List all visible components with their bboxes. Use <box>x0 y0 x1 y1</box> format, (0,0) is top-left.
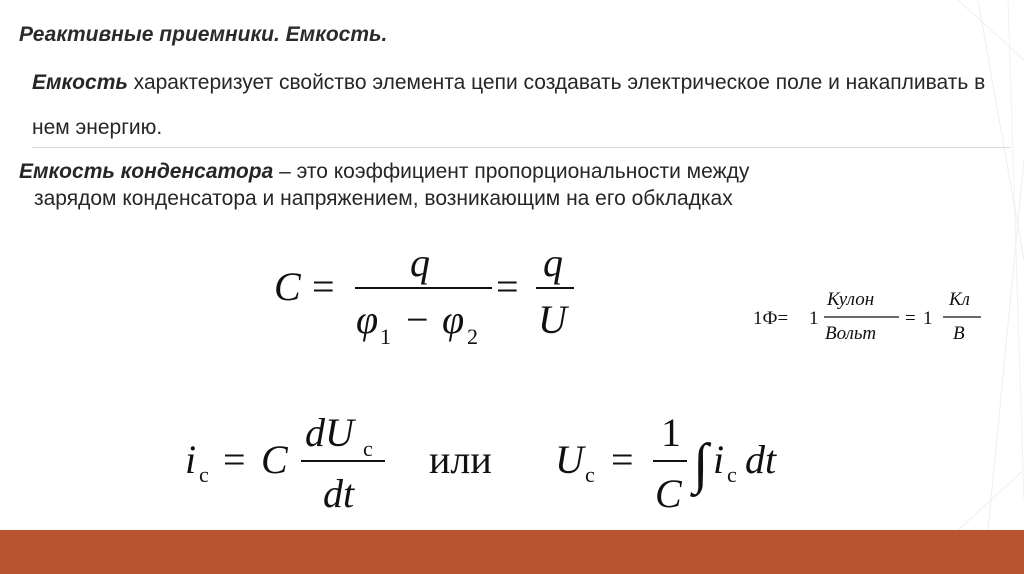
capacitance-definition-text: характеризует свойство элемента цепи создавать электрическое поле и накапливать в нем энергию. <box>32 71 986 139</box>
f1-eq2: = <box>496 264 519 309</box>
f2-lhs: 1Ф= <box>753 308 789 329</box>
f3-frac-den: C <box>655 471 682 516</box>
footer-accent-bar <box>0 530 1024 574</box>
f3-int-i-sub: с <box>727 462 737 487</box>
f1-num2: q <box>543 240 563 285</box>
f1-den1-b: φ <box>442 297 465 342</box>
f3-i-sub: с <box>199 462 209 487</box>
f2-num2: Кл <box>949 289 970 310</box>
f1-den1-a: φ <box>356 297 379 342</box>
f3-int-dt: dt <box>745 437 777 482</box>
f3-U: U <box>555 437 584 482</box>
formula-farad <box>753 286 993 346</box>
f1-eq1: = <box>312 264 335 309</box>
term-capacitor-capacitance: Емкость конденсатора <box>19 160 274 183</box>
f1-den2: U <box>538 297 567 342</box>
f1-den1-b-sub: 2 <box>467 324 478 349</box>
f1-lhs: C <box>274 264 301 309</box>
f3-eq2: = <box>611 437 634 482</box>
separator-line <box>32 147 1010 148</box>
term-capacitance: Емкость <box>32 71 128 94</box>
f3-C: C <box>261 437 288 482</box>
f1-den1-a-sub: 1 <box>380 324 391 349</box>
f3-num: dU <box>305 410 354 455</box>
capacitor-definition-line2: зарядом конденсатора и напряжением, возникающим на его обкладках <box>34 187 733 210</box>
f2-eq: = <box>905 308 916 329</box>
f3-i: i <box>185 437 197 482</box>
f1-num1: q <box>410 240 430 285</box>
capacitance-definition <box>32 60 992 150</box>
f2-den2: В <box>953 323 965 344</box>
integral-sign-icon: ∫ <box>693 433 709 495</box>
formula-capacitance <box>270 238 580 358</box>
f2-coef1: 1 <box>809 308 819 329</box>
f3-int-i: i <box>713 437 725 482</box>
f2-num1: Кулон <box>827 289 875 310</box>
f3-num-sub: с <box>363 436 373 461</box>
f3-U-sub: с <box>585 462 595 487</box>
f3-frac-num: 1 <box>661 410 681 455</box>
f3-den: dt <box>323 471 355 516</box>
f3-eq1: = <box>223 437 246 482</box>
capacitor-definition-line1: – это коэффициент пропорциональности между <box>273 160 750 183</box>
slide-title: Реактивные приемники. Емкость. <box>19 23 388 46</box>
f2-den1: Вольт <box>825 323 877 344</box>
capacitor-definition <box>19 158 999 212</box>
f2-coef2: 1 <box>923 308 933 329</box>
formula-current-voltage <box>183 410 803 520</box>
f1-minus: − <box>406 297 429 342</box>
f3-or: или <box>429 437 492 482</box>
